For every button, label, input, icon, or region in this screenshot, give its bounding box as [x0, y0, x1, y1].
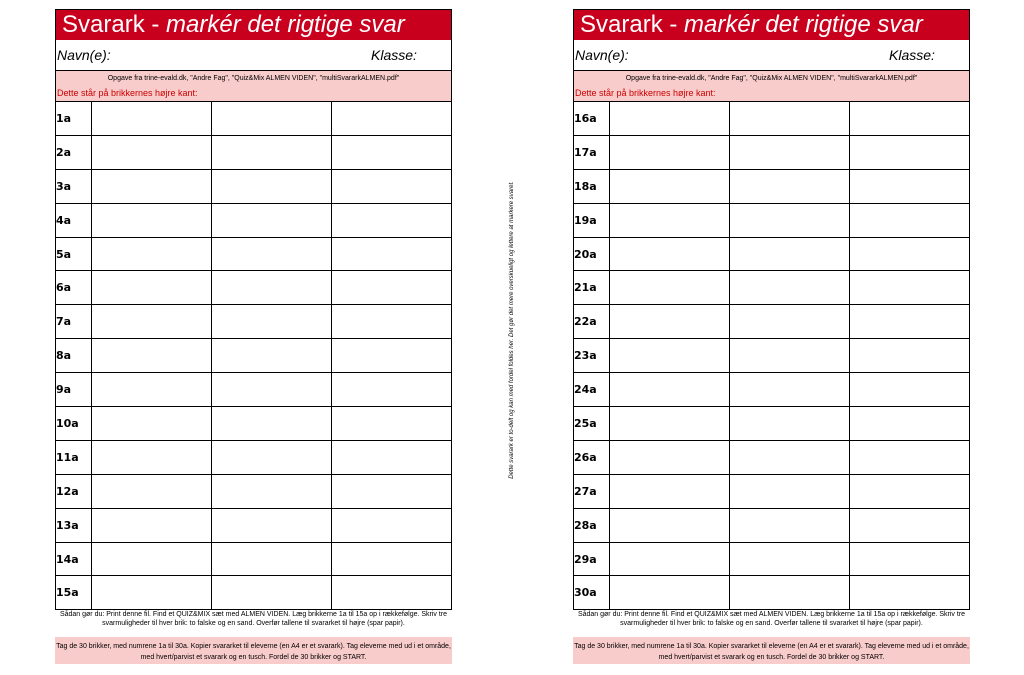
- final-instructions: Tag de 30 brikker, med numrene 1a til 30a. Kopier svararket til eleverne (en A4 er et svarark). Tag eleverne med ud i et område, med hvert/parvist et svarark og en tusch. Fordel de 30 brikker og START.: [573, 637, 970, 664]
- answer-option-cell-3[interactable]: [849, 407, 969, 441]
- answer-option-cell-3[interactable]: [849, 373, 969, 407]
- answer-option-cell-1[interactable]: [609, 339, 729, 373]
- answer-option-cell-2[interactable]: [729, 102, 849, 135]
- row-number: 19a: [574, 203, 609, 237]
- row-number: 11a: [56, 440, 91, 474]
- answer-row: [56, 440, 451, 474]
- answer-row: [56, 203, 451, 237]
- answer-grid: [574, 102, 969, 609]
- row-number: 7a: [56, 305, 91, 339]
- row-number: 29a: [574, 542, 609, 576]
- row-number: 6a: [56, 271, 91, 305]
- row-number: 14a: [56, 542, 91, 576]
- answer-row: [574, 373, 969, 407]
- row-number: 30a: [574, 576, 609, 609]
- answer-option-cell-3[interactable]: [849, 508, 969, 542]
- answer-option-cell-2[interactable]: [729, 373, 849, 407]
- answer-option-cell-1[interactable]: [91, 373, 211, 407]
- answer-row: [574, 237, 969, 271]
- answer-option-cell-3[interactable]: [849, 237, 969, 271]
- title-plain: Svarark -: [62, 11, 167, 38]
- answer-row: [574, 440, 969, 474]
- title-italic: markér det rigtige svar: [166, 11, 405, 38]
- answer-option-cell-1[interactable]: [609, 135, 729, 169]
- answer-option-cell-2[interactable]: [729, 474, 849, 508]
- row-number: 20a: [574, 237, 609, 271]
- row-number: 3a: [56, 169, 91, 203]
- answer-option-cell-3[interactable]: [331, 440, 451, 474]
- answer-option-cell-1[interactable]: [609, 373, 729, 407]
- answer-option-cell-3[interactable]: [331, 474, 451, 508]
- answer-option-cell-2[interactable]: [211, 339, 331, 373]
- answer-option-cell-3[interactable]: [331, 237, 451, 271]
- answer-option-cell-3[interactable]: [331, 576, 451, 609]
- answer-option-cell-3[interactable]: [331, 271, 451, 305]
- answer-row: [56, 271, 451, 305]
- name-label: Navn(e):: [575, 47, 629, 63]
- row-number: 17a: [574, 135, 609, 169]
- answer-option-cell-1[interactable]: [91, 135, 211, 169]
- answer-row: [574, 542, 969, 576]
- answer-option-cell-2[interactable]: [729, 542, 849, 576]
- answer-option-cell-1[interactable]: [609, 576, 729, 609]
- source-note: Opgave fra trine-evald.dk, "Andre Fag", "Quiz&Mix ALMEN VIDEN", "multiSvararkALMEN.pdf": [574, 71, 969, 87]
- name-class-row: [56, 40, 451, 71]
- row-number: 9a: [56, 373, 91, 407]
- row-number: 10a: [56, 407, 91, 441]
- answer-option-cell-3[interactable]: [331, 508, 451, 542]
- sheet-title: [56, 10, 451, 40]
- answer-option-cell-2[interactable]: [211, 440, 331, 474]
- answer-option-cell-2[interactable]: [211, 102, 331, 135]
- answer-option-cell-1[interactable]: [609, 542, 729, 576]
- sheet-title: [574, 10, 969, 40]
- fold-line-note: Dette svarark er to-delt og kan med fordel foldes her. Det gør det mere overskueligt og lettere at markere svaret.: [509, 181, 515, 479]
- answer-option-cell-1[interactable]: [91, 305, 211, 339]
- title-plain: Svarark -: [580, 11, 685, 38]
- answer-row: [574, 305, 969, 339]
- answer-option-cell-1[interactable]: [91, 271, 211, 305]
- answer-row: [574, 135, 969, 169]
- answer-row: [56, 542, 451, 576]
- row-number: 4a: [56, 203, 91, 237]
- answer-row: [56, 135, 451, 169]
- row-number: 12a: [56, 474, 91, 508]
- answer-option-cell-1[interactable]: [91, 576, 211, 609]
- answer-option-cell-3[interactable]: [331, 373, 451, 407]
- row-number: 18a: [574, 169, 609, 203]
- answer-option-cell-3[interactable]: [849, 440, 969, 474]
- name-class-row: [574, 40, 969, 71]
- answer-option-cell-1[interactable]: [91, 508, 211, 542]
- class-label: Klasse:: [371, 47, 417, 63]
- answer-option-cell-3[interactable]: [331, 203, 451, 237]
- answer-option-cell-2[interactable]: [211, 271, 331, 305]
- answer-option-cell-1[interactable]: [609, 237, 729, 271]
- row-number: 8a: [56, 339, 91, 373]
- row-number: 13a: [56, 508, 91, 542]
- instructions-text: Sådan gør du: Print denne fil. Find et QUIZ&MIX sæt med ALMEN VIDEN. Læg brikkerne 1a til 15a op i rækkefølge. Skriv tre svarmuligheder til hver brik: to falske og en sand. Overfør tallene til svararket til højre (spar papir).: [59, 611, 448, 627]
- answer-option-cell-1[interactable]: [91, 440, 211, 474]
- row-number: 1a: [56, 102, 91, 135]
- answer-option-cell-1[interactable]: [609, 169, 729, 203]
- answer-row: [56, 474, 451, 508]
- answer-row: [574, 576, 969, 609]
- answer-row: [56, 339, 451, 373]
- row-number: 27a: [574, 474, 609, 508]
- row-number: 5a: [56, 237, 91, 271]
- answer-row: [56, 169, 451, 203]
- source-note: Opgave fra trine-evald.dk, "Andre Fag", "Quiz&Mix ALMEN VIDEN", "multiSvararkALMEN.pdf": [56, 71, 451, 87]
- answer-option-cell-3[interactable]: [849, 576, 969, 609]
- answer-option-cell-2[interactable]: [729, 305, 849, 339]
- instructions-text: Sådan gør du: Print denne fil. Find et QUIZ&MIX sæt med ALMEN VIDEN. Læg brikkerne 1a til 15a op i rækkefølge. Skriv tre svarmuligheder til hver brik: to falske og en sand. Overfør tallene til svararket til højre (spar papir).: [577, 611, 966, 627]
- answer-option-cell-3[interactable]: [331, 169, 451, 203]
- answer-option-cell-2[interactable]: [211, 305, 331, 339]
- answer-row: [574, 339, 969, 373]
- row-number: 21a: [574, 271, 609, 305]
- answer-option-cell-3[interactable]: [849, 339, 969, 373]
- answer-option-cell-2[interactable]: [211, 169, 331, 203]
- answer-row: [574, 271, 969, 305]
- answer-option-cell-2[interactable]: [729, 339, 849, 373]
- answer-row: [574, 169, 969, 203]
- answer-option-cell-1[interactable]: [609, 102, 729, 135]
- answer-row: [574, 508, 969, 542]
- answer-sheet-left: [55, 9, 452, 610]
- name-label: Navn(e):: [57, 47, 111, 63]
- answer-option-cell-1[interactable]: [609, 203, 729, 237]
- answer-option-cell-1[interactable]: [91, 102, 211, 135]
- answer-option-cell-1[interactable]: [91, 407, 211, 441]
- answer-option-cell-3[interactable]: [331, 305, 451, 339]
- answer-option-cell-2[interactable]: [729, 440, 849, 474]
- row-number: 16a: [574, 102, 609, 135]
- answer-option-cell-2[interactable]: [729, 508, 849, 542]
- answer-option-cell-3[interactable]: [849, 169, 969, 203]
- answer-option-cell-1[interactable]: [91, 542, 211, 576]
- row-number: 15a: [56, 576, 91, 609]
- answer-option-cell-3[interactable]: [331, 102, 451, 135]
- answer-option-cell-2[interactable]: [729, 576, 849, 609]
- answer-option-cell-2[interactable]: [729, 169, 849, 203]
- answer-row: [56, 237, 451, 271]
- answer-option-cell-3[interactable]: [331, 339, 451, 373]
- answer-sheet-right: [573, 9, 970, 610]
- answer-option-cell-2[interactable]: [729, 203, 849, 237]
- answer-option-cell-3[interactable]: [849, 102, 969, 135]
- answer-option-cell-3[interactable]: [849, 203, 969, 237]
- answer-option-cell-3[interactable]: [849, 135, 969, 169]
- answer-option-cell-2[interactable]: [211, 203, 331, 237]
- row-number: 22a: [574, 305, 609, 339]
- answer-option-cell-2[interactable]: [729, 271, 849, 305]
- answer-row: [574, 102, 969, 135]
- answer-option-cell-3[interactable]: [849, 474, 969, 508]
- final-instructions: Tag de 30 brikker, med numrene 1a til 30a. Kopier svararket til eleverne (en A4 er et svarark). Tag eleverne med ud i et område, med hvert/parvist et svarark og en tusch. Fordel de 30 brikker og START.: [55, 637, 452, 664]
- answer-option-cell-1[interactable]: [609, 407, 729, 441]
- answer-option-cell-2[interactable]: [729, 407, 849, 441]
- answer-option-cell-1[interactable]: [609, 440, 729, 474]
- answer-option-cell-1[interactable]: [91, 237, 211, 271]
- answer-row: [574, 407, 969, 441]
- row-number: 28a: [574, 508, 609, 542]
- answer-row: [56, 373, 451, 407]
- answer-row: [56, 407, 451, 441]
- answer-option-cell-2[interactable]: [211, 542, 331, 576]
- answer-option-cell-3[interactable]: [849, 305, 969, 339]
- right-edge-label: Dette står på brikkernes højre kant:: [574, 87, 969, 102]
- answer-row: [56, 102, 451, 135]
- answer-option-cell-1[interactable]: [609, 305, 729, 339]
- class-label: Klasse:: [889, 47, 935, 63]
- answer-option-cell-2[interactable]: [211, 576, 331, 609]
- answer-option-cell-2[interactable]: [211, 474, 331, 508]
- title-italic: markér det rigtige svar: [684, 11, 923, 38]
- answer-row: [56, 305, 451, 339]
- answer-row: [574, 203, 969, 237]
- answer-option-cell-1[interactable]: [609, 474, 729, 508]
- answer-option-cell-2[interactable]: [211, 407, 331, 441]
- answer-row: [56, 508, 451, 542]
- answer-option-cell-2[interactable]: [211, 237, 331, 271]
- answer-option-cell-2[interactable]: [729, 135, 849, 169]
- answer-option-cell-2[interactable]: [211, 135, 331, 169]
- answer-option-cell-2[interactable]: [211, 508, 331, 542]
- answer-option-cell-3[interactable]: [331, 407, 451, 441]
- row-number: 25a: [574, 407, 609, 441]
- answer-option-cell-1[interactable]: [91, 339, 211, 373]
- row-number: 2a: [56, 135, 91, 169]
- answer-option-cell-1[interactable]: [609, 271, 729, 305]
- row-number: 23a: [574, 339, 609, 373]
- answer-option-cell-2[interactable]: [211, 373, 331, 407]
- answer-option-cell-3[interactable]: [849, 542, 969, 576]
- answer-option-cell-1[interactable]: [91, 169, 211, 203]
- answer-option-cell-1[interactable]: [91, 203, 211, 237]
- answer-option-cell-3[interactable]: [331, 542, 451, 576]
- answer-option-cell-1[interactable]: [609, 508, 729, 542]
- answer-option-cell-2[interactable]: [729, 237, 849, 271]
- answer-option-cell-1[interactable]: [91, 474, 211, 508]
- row-number: 24a: [574, 373, 609, 407]
- answer-grid: [56, 102, 451, 609]
- answer-option-cell-3[interactable]: [849, 271, 969, 305]
- answer-row: [574, 474, 969, 508]
- right-edge-label: Dette står på brikkernes højre kant:: [56, 87, 451, 102]
- row-number: 26a: [574, 440, 609, 474]
- answer-option-cell-3[interactable]: [331, 135, 451, 169]
- answer-row: [56, 576, 451, 609]
